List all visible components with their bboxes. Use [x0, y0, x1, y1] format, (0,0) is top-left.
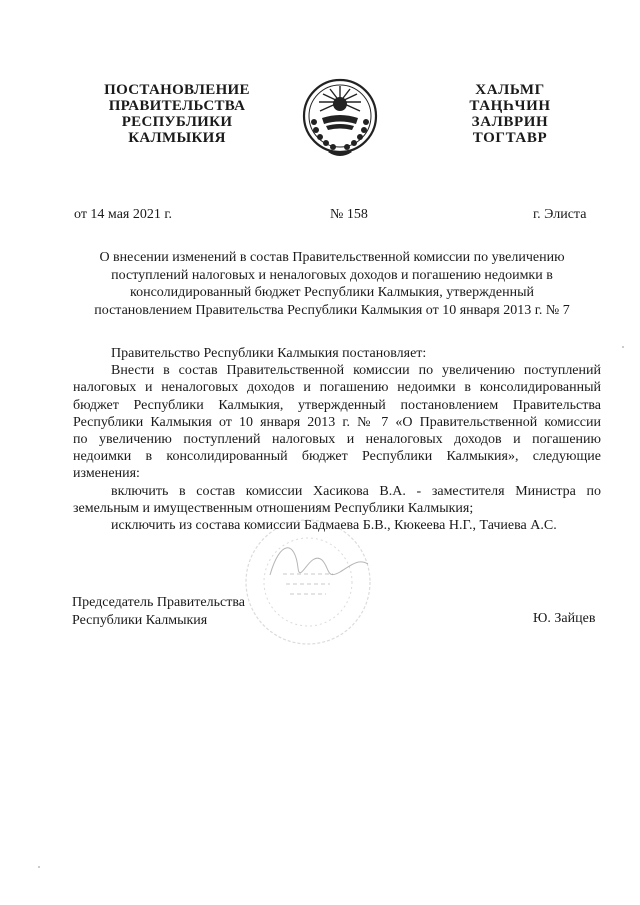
- header-right-title: [444, 82, 576, 146]
- document-number: № 158: [330, 207, 368, 222]
- header-right-line: ЗАЛВРИН: [471, 114, 549, 130]
- main-paragraph-line: недоимки в консолидированный бюджет Республики Калмыкия», следующие: [73, 449, 601, 465]
- amendment-include-line: земельным и имущественным отношениям Республики Калмыкия;: [73, 500, 474, 516]
- header-right-line: ТОГТАВР: [472, 130, 548, 146]
- signatory-position: [72, 594, 245, 629]
- amendment-exclude: исключить из состава комиссии Бадмаева Б.В., Кюкеева Н.Г., Тачиева А.С.: [111, 518, 557, 534]
- title-line: поступлений налоговых и неналоговых доходов и погашению недоимки в: [111, 267, 553, 283]
- signatory-position-line: Председатель Правительства: [72, 595, 245, 610]
- main-paragraph-line: Республики Калмыкия от 10 января 2013 г. № 7 «О Правительственной комиссии: [73, 414, 601, 430]
- signatory-position-line: Республики Калмыкия: [72, 612, 208, 628]
- header-left-line: КАЛМЫКИЯ: [128, 130, 226, 146]
- title-line: О внесении изменений в состав Правительственной комиссии по увеличению: [99, 250, 565, 265]
- main-paragraph: [73, 362, 601, 482]
- intro-paragraph: Правительство Республики Калмыкия постановляет:: [111, 346, 427, 361]
- main-paragraph-line: бюджет Республики Калмыкия, утвержденный постановлением Правительства: [73, 397, 601, 413]
- title-line: консолидированный бюджет Республики Калмыкия, утвержденный: [129, 285, 534, 300]
- title-line: постановлением Правительства Республики Калмыкия от 10 января 2013 г. № 7: [94, 302, 570, 318]
- main-paragraph-line: налоговых и неналоговых доходов и погашению недоимки в консолидированный: [73, 380, 601, 396]
- main-paragraph-line: изменения:: [73, 466, 140, 482]
- header-left-line: ПРАВИТЕЛЬСТВА: [108, 98, 246, 114]
- header-left-title: [96, 82, 258, 146]
- handwritten-signature: [250, 520, 380, 610]
- document-body: [73, 345, 601, 534]
- coat-of-arms-emblem: [300, 72, 380, 164]
- scan-speck: [38, 866, 40, 868]
- document-title: [62, 249, 602, 319]
- amendment-include-line: включить в состав комиссии Хасикова В.А. - заместителя Министра по: [111, 483, 601, 499]
- document-city: г. Элиста: [533, 207, 587, 222]
- document-date: от 14 мая 2021 г.: [74, 207, 173, 222]
- scan-speck: [622, 346, 624, 348]
- signatory-name: Ю. Зайцев: [533, 611, 596, 626]
- main-paragraph-line: Внести в состав Правительственной комиссии по увеличению поступлений: [111, 363, 601, 379]
- header-left-line: ПОСТАНОВЛЕНИЕ: [104, 82, 250, 98]
- header-left-line: РЕСПУБЛИКИ: [121, 114, 233, 130]
- main-paragraph-line: по увеличению поступлений налоговых и неналоговых доходов и погашению: [73, 432, 601, 448]
- header-right-line: ТАҢҺЧИН: [469, 98, 551, 114]
- header-right-line: ХАЛЬМГ: [475, 82, 545, 98]
